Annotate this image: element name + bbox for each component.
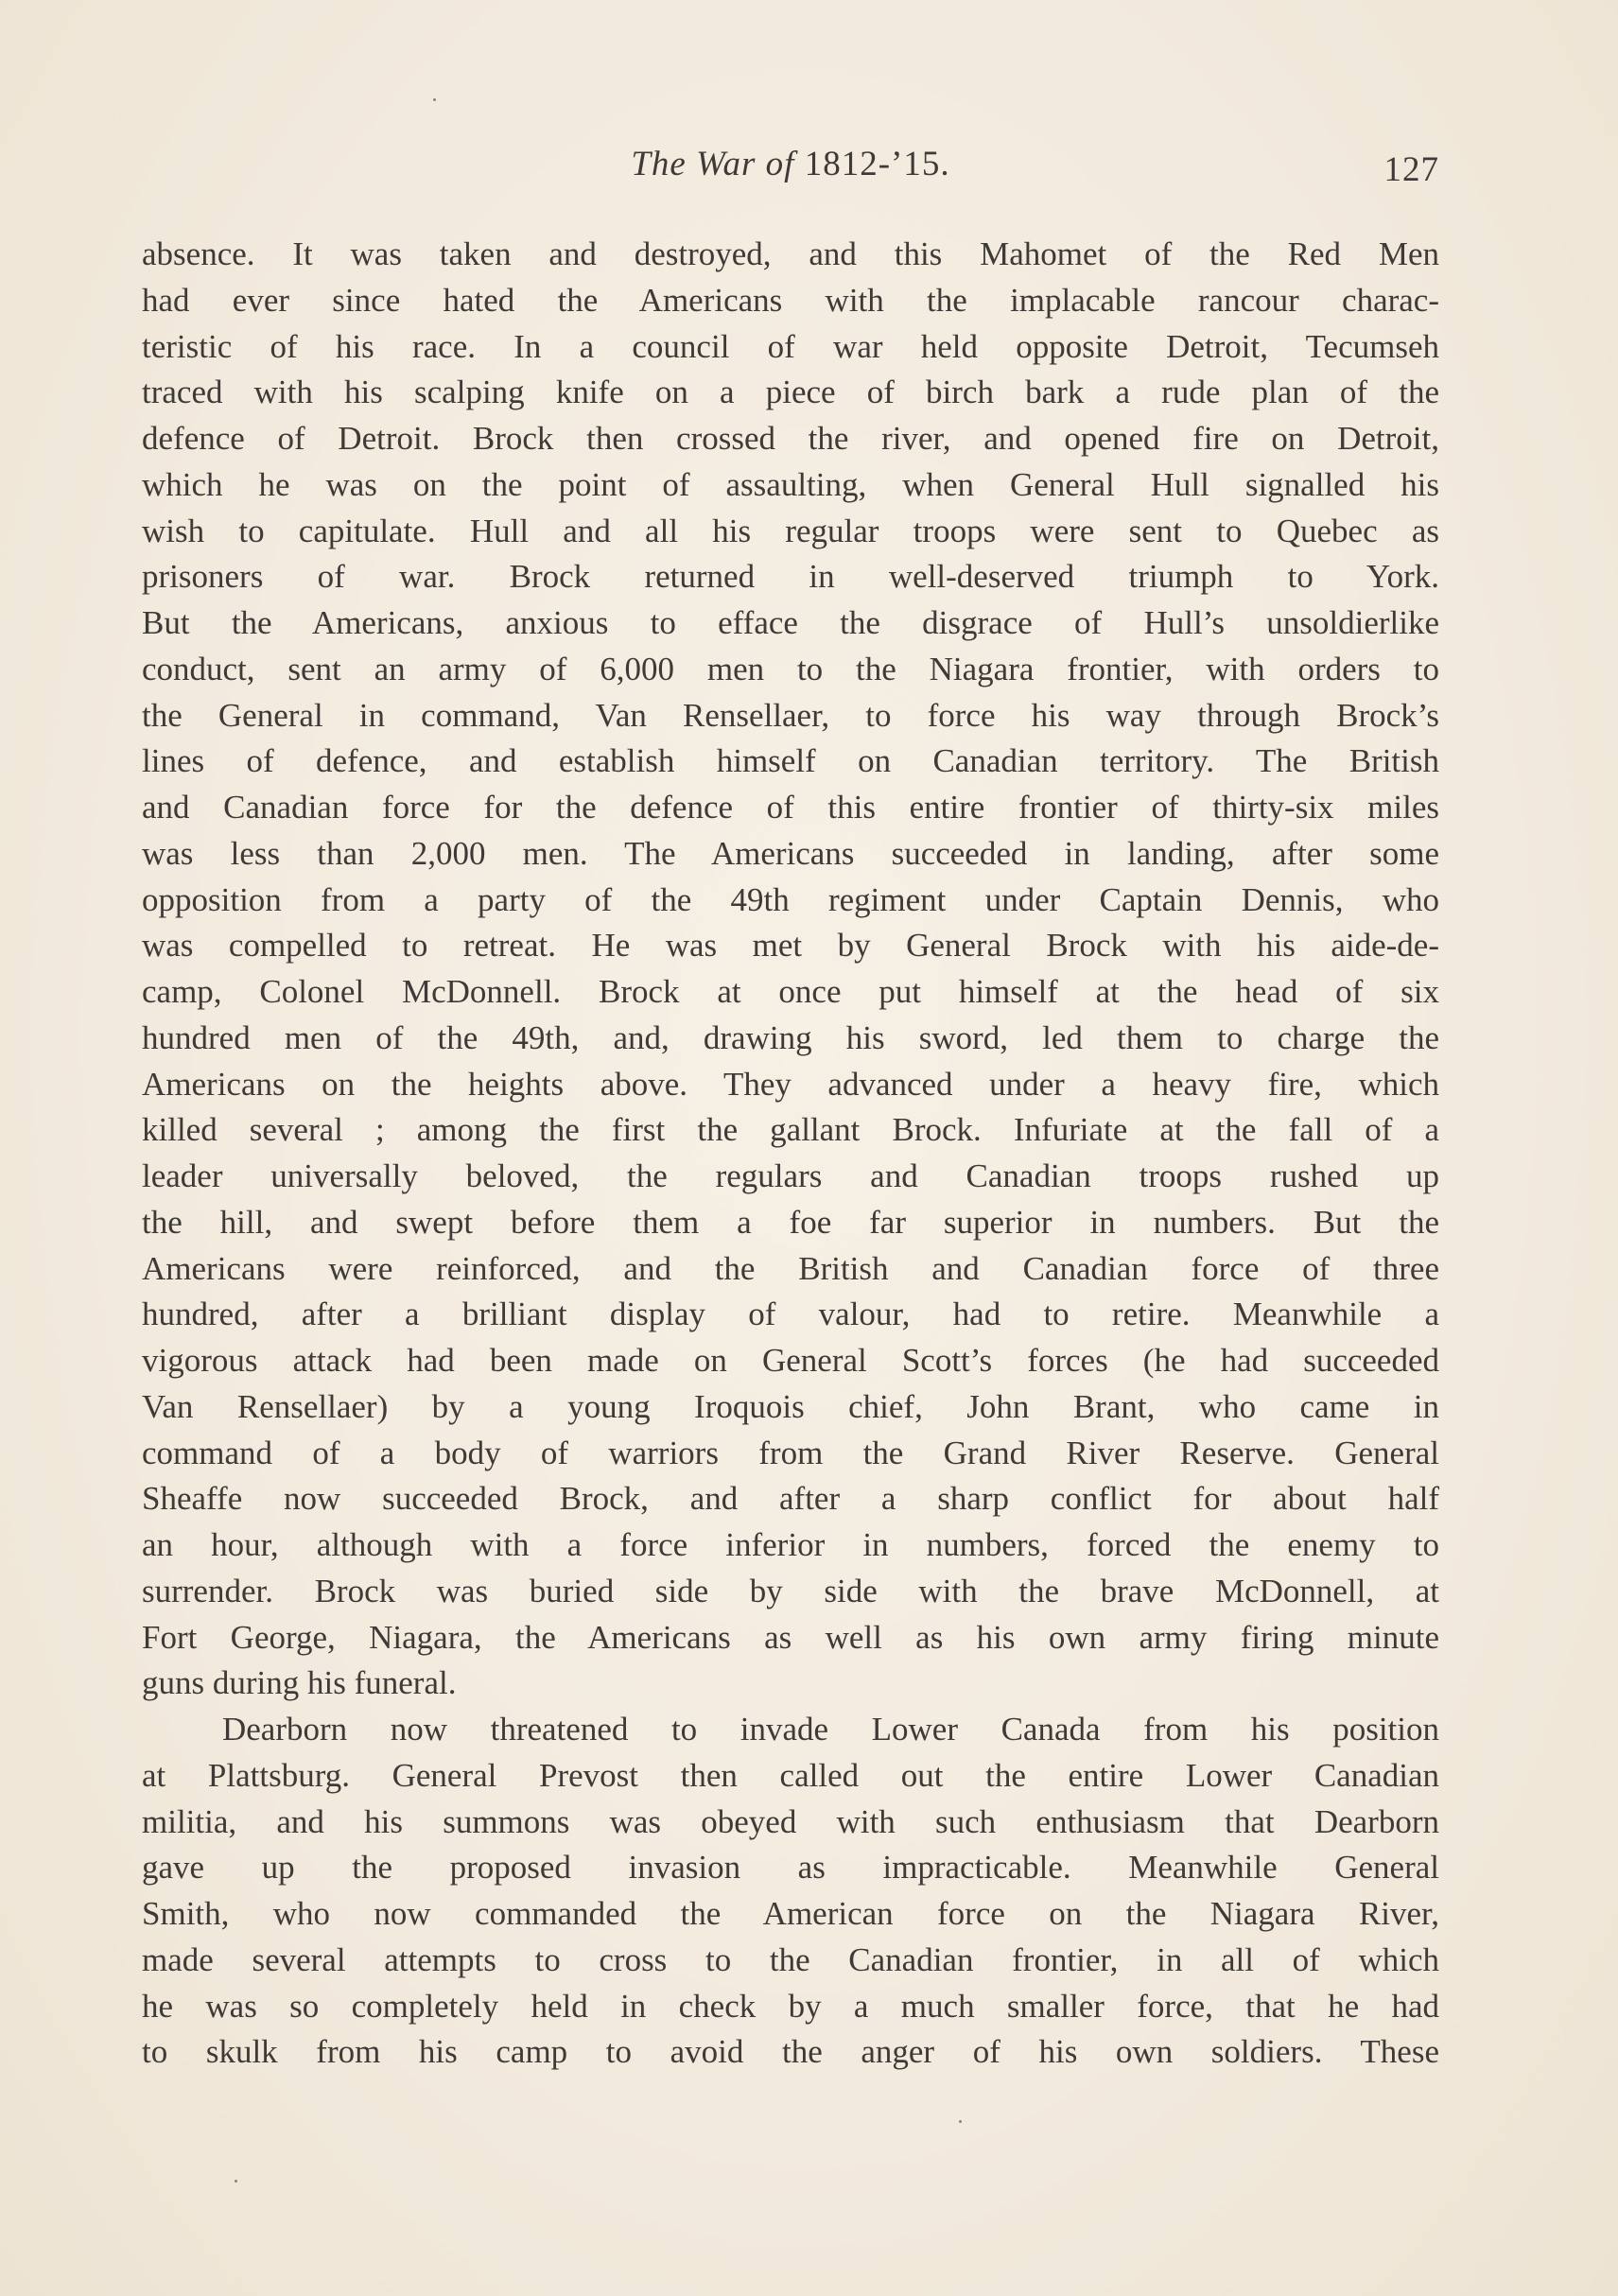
text-line: Smith, who now commanded the American force on the Niagara River,	[142, 1895, 1439, 1932]
text-line: hundred men of the 49th, and, drawing his sword, led them to charge the	[142, 1018, 1439, 1056]
text-line: Sheaffe now succeeded Brock, and after a sharp conflict for about half	[142, 1480, 1439, 1518]
text-line: leader universally beloved, the regulars and Canadian troops rushed up	[142, 1157, 1439, 1194]
running-head-title: The War of	[631, 145, 805, 183]
text-line: killed several ; among the first the gallant Brock. Infuriate at the fall of a	[142, 1111, 1439, 1149]
paper-speck	[959, 2120, 962, 2123]
text-line: camp, Colonel McDonnell. Brock at once put himself at the head of six	[142, 973, 1439, 1010]
text-line: at Plattsburg. General Prevost then called out the entire Lower Canadian	[142, 1756, 1439, 1794]
text-line: But the Americans, anxious to efface the disgrace of Hull’s unsoldierlike	[142, 604, 1439, 641]
text-line: command of a body of warriors from the Grand River Reserve. General	[142, 1434, 1439, 1471]
running-head-years: 1812-’15.	[804, 145, 950, 183]
text-line: had ever since hated the Americans with the implacable rancour charac-	[142, 281, 1439, 319]
text-line: he was so completely held in check by a much smaller force, that he had	[142, 1987, 1439, 2025]
text-line: defence of Detroit. Brock then crossed the river, and opened fire on Detroit,	[142, 420, 1439, 457]
text-line: absence. It was taken and destroyed, and this Mahomet of the Red Men	[142, 235, 1439, 272]
text-line: hundred, after a brilliant display of valour, had to retire. Meanwhile a	[142, 1296, 1439, 1333]
text-line: teristic of his race. In a council of war held opposite Detroit, Tecumseh	[142, 327, 1439, 365]
text-line: wish to capitulate. Hull and all his regular troops were sent to Quebec as	[142, 512, 1439, 549]
text-line: vigorous attack had been made on General Scott’s forces (he had succeeded	[142, 1342, 1439, 1379]
text-line: conduct, sent an army of 6,000 men to the Niagara frontier, with orders to	[142, 650, 1439, 687]
text-line: surrender. Brock was buried side by side with the brave McDonnell, at	[142, 1572, 1439, 1609]
paragraph-end-line: guns during his funeral.	[142, 1664, 457, 1702]
text-line: Van Rensellaer) by a young Iroquois chief, John Brant, who came in	[142, 1387, 1439, 1425]
text-line: the hill, and swept before them a foe far superior in numbers. But the	[142, 1203, 1439, 1241]
page-number: 127	[1383, 150, 1439, 189]
paper-speck	[433, 98, 436, 101]
text-line: prisoners of war. Brock returned in well-deserved triumph to York.	[142, 558, 1439, 596]
text-line: made several attempts to cross to the Canadian frontier, in all of which	[142, 1940, 1439, 1978]
running-head	[142, 144, 1439, 184]
text-line: to skulk from his camp to avoid the anger of his own soldiers. These	[142, 2033, 1439, 2071]
text-line: was compelled to retreat. He was met by General Brock with his aide-de-	[142, 927, 1439, 965]
text-line: Americans on the heights above. They advanced under a heavy fire, which	[142, 1065, 1439, 1103]
text-line: traced with his scalping knife on a piece of birch bark a rude plan of the	[142, 374, 1439, 411]
text-line: an hour, although with a force inferior in numbers, forced the enemy to	[142, 1526, 1439, 1563]
text-line: opposition from a party of the 49th regiment under Captain Dennis, who	[142, 880, 1439, 918]
body-text	[142, 232, 1439, 2076]
text-line: Americans were reinforced, and the British and Canadian force of three	[142, 1249, 1439, 1287]
paragraph-start-line: Dearborn now threatened to invade Lower Canada from his position	[222, 1711, 1439, 1748]
text-line: lines of defence, and establish himself on Canadian territory. The British	[142, 742, 1439, 780]
text-line: militia, and his summons was obeyed with such enthusiasm that Dearborn	[142, 1802, 1439, 1840]
text-line: and Canadian force for the defence of this entire frontier of thirty-six miles	[142, 789, 1439, 826]
text-line: the General in command, Van Rensellaer, to force his way through Brock’s	[142, 696, 1439, 734]
paper-speck	[235, 2180, 237, 2183]
text-line: which he was on the point of assaulting, when General Hull signalled his	[142, 465, 1439, 503]
text-line: was less than 2,000 men. The Americans succeeded in landing, after some	[142, 834, 1439, 872]
text-line: gave up the proposed invasion as impracticable. Meanwhile General	[142, 1849, 1439, 1887]
text-line: Fort George, Niagara, the Americans as well as his own army firing minute	[142, 1618, 1439, 1656]
page-header	[142, 144, 1439, 191]
